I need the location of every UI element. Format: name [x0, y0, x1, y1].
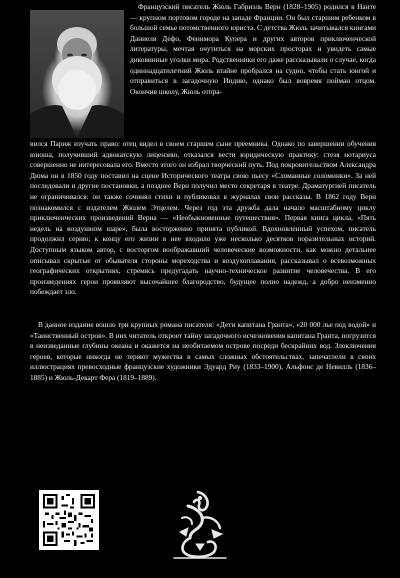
publisher-logo-icon: [168, 488, 232, 562]
qr-code[interactable]: [39, 490, 99, 550]
edition-text: В данное издание вошло три крупных романа писателя: «Дети капитана Гранта», «20 000 лье под водой» и «Таинственный остров». В них читатель откроет тайну загадочного исчезновения капитана Гранта, погрузится в неизведанные глубины океана и окажется на необитаемом острове посреди бескрайних вод. Злоключения героев, которые никогда не теряют мужества в самых сложных обстоятельствах, запечатлели в своих иллюстрациях превосходные французские художники Эдуард Риу (1833–1900), Альфонс де Невилль (1836–1885) и Жюль-Декарт Фера (1819–1889).: [30, 320, 376, 382]
author-portrait: [30, 10, 124, 138]
biography-paragraph: [30, 139, 376, 298]
biography-text: вился Париж изучать право: отец видел в своем старшем сыне преемника. Однако по завершении обучения юноша, получивший адвокатскую лицензию, отказался вести юридическую практику: стезя нотариуса совершенно не интересовала его. Вместо этого он избрал творческий путь. Под покровительством Александра Дюма он в 1850 году поставил на сцене Исторического театра свою пьесу «Сломанные соломинки». За ней последовали и другие постановки, а позднее Верн получил место секретаря в театре. Драматургией писатель не ограничивался: он также сочинял стихи и публиковал в журналах свои рассказы. В 1862 году Верн познакомился с издателем Жюлем Этцелем. Через год эта дружба дала начало масштабному циклу приключенческих произведений Верна — «Необыкновенные путешествия». Первая книга цикла, «Пять недель на воздушном шаре», была восторженно принята публикой. Вдохновленный успехом, писатель продолжил серию; к концу его жизни в нее входило уже несколько десятков поразительных историй. Доступным языком автор, с восторгом воображавший человеческие возможности, как можно детальнее описывал скрытые от обывателя стороны мореходства и воздухоплавания, рассказывал о всевозможных географических открытиях, стремясь предугадать научно-техническое развитие человечества. В его произведениях герои проявляют высочайшее благородство, будущее полно надежд, а добро неизменно побеждает зло.: [30, 139, 376, 297]
edition-paragraph: [30, 320, 376, 384]
intro-paragraph: [130, 2, 376, 97]
intro-text: Французский писатель Жюль Габриэль Верн (1828–1905) родился в Нанте — крупном портовом городе на западе Франции. Он был старшим ребенком в большой семье потомственного юриста. С детства Жюль зачитывался книгами Даниеля Дефо, Фенимора Купера и других авторов приключенческой литературы, мечтая очутиться на морских просторах и увидеть самые диковинные уголки мира. Родственники его даже рассказывали о случае, когда одиннадцатилетний Жюль втайне пробрался на судно, чтобы стать юнгой и отправиться в загадочную Индию, однако был вовремя пойман отцом. Окончив школу, Жюль отпра-: [130, 2, 376, 96]
